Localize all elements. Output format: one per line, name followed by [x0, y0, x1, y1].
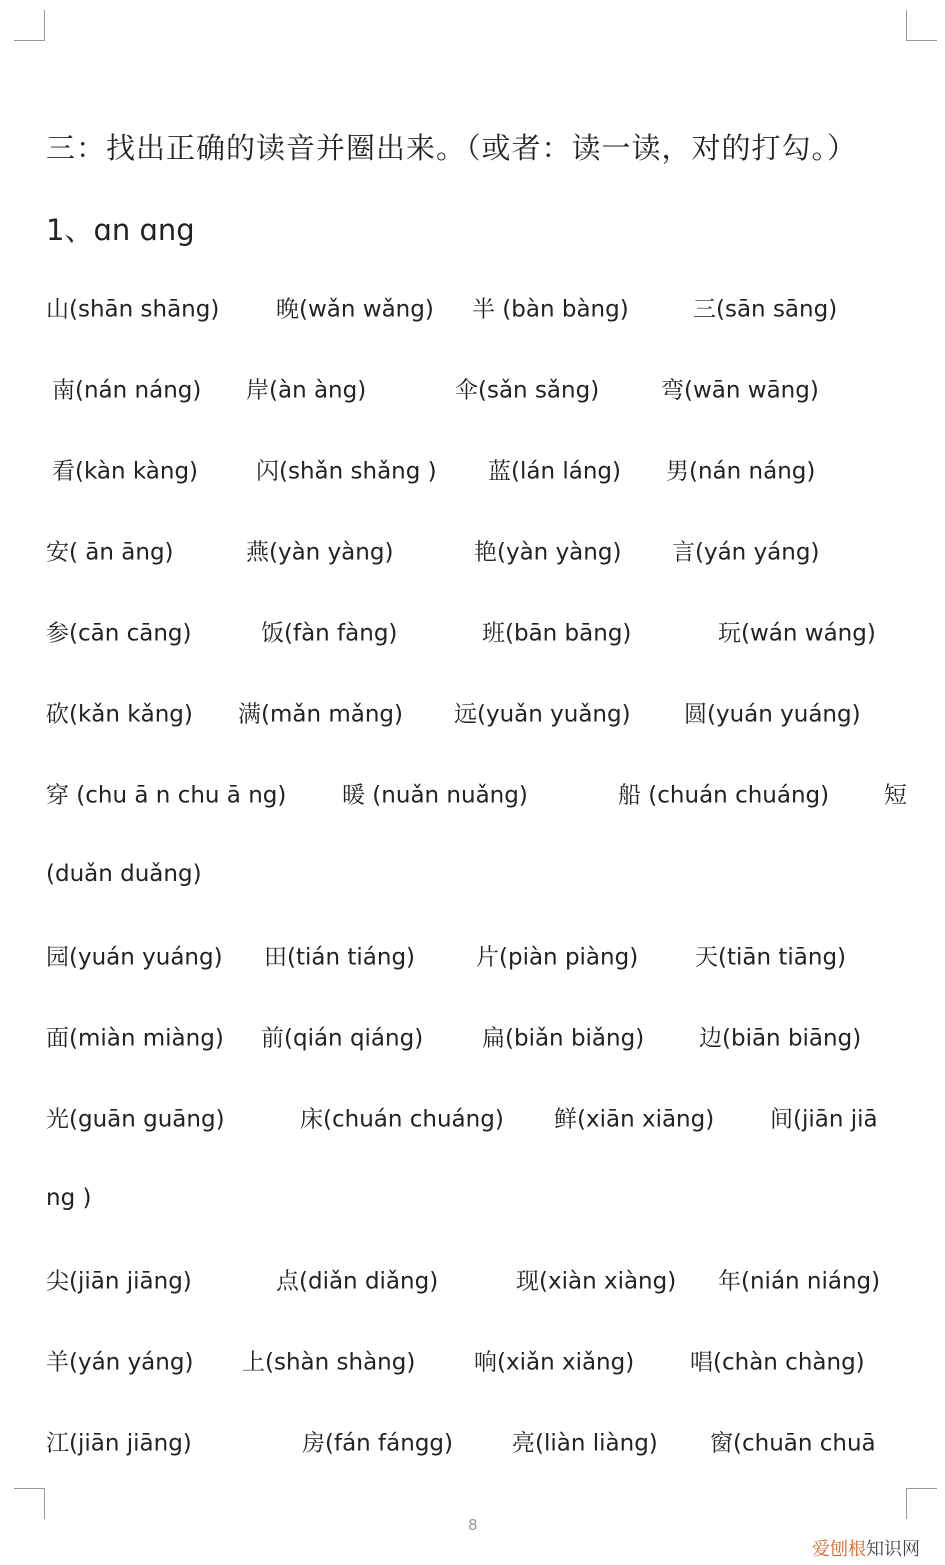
pinyin-item: 看(kàn kàng) [52, 458, 199, 485]
pinyin-item: 床(chuán chuáng) [300, 1106, 504, 1133]
crop-mark [14, 1488, 45, 1519]
subsection-title: 1、ɑn ɑng [46, 213, 195, 247]
pinyin-item: 半 (bàn bàng) [472, 296, 629, 323]
pinyin-item: 园(yuán yuáng) [46, 944, 223, 971]
pinyin-item: 江(jiān jiāng) [46, 1430, 192, 1457]
pinyin-item: 年(nián niáng) [718, 1268, 881, 1295]
pinyin-item: 前(qián qiáng) [261, 1025, 424, 1052]
pinyin-item: 点(diǎn diǎng) [276, 1268, 439, 1295]
crop-mark [906, 10, 937, 41]
pinyin-item: 山(shān shāng) [46, 296, 220, 323]
pinyin-item: 满(mǎn mǎng) [238, 701, 404, 728]
watermark-text: 知识网 [866, 1539, 920, 1560]
pinyin-item: 响(xiǎn xiǎng) [474, 1349, 635, 1376]
pinyin-item: 面(miàn miàng) [46, 1025, 224, 1052]
pinyin-item: 现(xiàn xiàng) [516, 1268, 677, 1295]
pinyin-item: 片(piàn piàng) [476, 944, 639, 971]
pinyin-item: 窗(chuān chuā [710, 1430, 876, 1457]
pinyin-item: 圆(yuán yuáng) [684, 701, 861, 728]
watermark-brand: 爱刨根 [812, 1539, 866, 1560]
pinyin-item: 男(nán náng) [666, 458, 816, 485]
pinyin-item: 燕(yàn yàng) [246, 539, 394, 566]
pinyin-item: 伞(sǎn sǎng) [455, 377, 600, 404]
pinyin-item: 南(nán náng) [52, 377, 202, 404]
pinyin-item: 参(cān cāng) [46, 620, 192, 647]
page-number: 8 [468, 1516, 478, 1534]
pinyin-item: 暖 (nuǎn nuǎng) [342, 782, 528, 809]
pinyin-item: ng ) [46, 1185, 92, 1211]
pinyin-item: 弯(wān wāng) [661, 377, 819, 404]
pinyin-item: 田(tián tiáng) [264, 944, 416, 971]
pinyin-item: 船 (chuán chuáng) [618, 782, 830, 809]
pinyin-item: 光(guān guāng) [46, 1106, 225, 1133]
pinyin-item: 玩(wán wáng) [718, 620, 876, 647]
pinyin-item: 亮(liàn liàng) [512, 1430, 658, 1457]
watermark [812, 1535, 920, 1561]
pinyin-item: 岸(àn àng) [246, 377, 367, 404]
pinyin-item: 艳(yàn yàng) [474, 539, 622, 566]
pinyin-item: 短 [884, 782, 907, 809]
pinyin-item: 天(tiān tiāng) [695, 944, 847, 971]
pinyin-item: 房(fán fángg) [302, 1430, 453, 1457]
pinyin-item: 言(yán yáng) [672, 539, 820, 566]
pinyin-item: 唱(chàn chàng) [690, 1349, 865, 1376]
pinyin-item: 穿 (chu ā n chu ā ng) [46, 782, 287, 809]
pinyin-item: 晚(wǎn wǎng) [276, 296, 434, 323]
crop-mark [14, 10, 45, 41]
pinyin-item: 间(jiān jiā [770, 1106, 878, 1133]
pinyin-item: 三(sān sāng) [693, 296, 838, 323]
pinyin-item: 蓝(lán láng) [488, 458, 621, 485]
section-title: 三：找出正确的读音并圈出来。（或者：读一读，对的打勾。） [46, 131, 858, 165]
pinyin-item: 砍(kǎn kǎng) [46, 701, 193, 728]
pinyin-item: 上(shàn shàng) [242, 1349, 416, 1376]
crop-mark [906, 1488, 937, 1519]
pinyin-item: 远(yuǎn yuǎng) [454, 701, 631, 728]
pinyin-item: 饭(fàn fàng) [261, 620, 398, 647]
pinyin-item: 闪(shǎn shǎng ) [256, 458, 437, 485]
pinyin-item: 边(biān biāng) [699, 1025, 862, 1052]
pinyin-item: 尖(jiān jiāng) [46, 1268, 192, 1295]
pinyin-item: (duǎn duǎng) [46, 861, 202, 887]
pinyin-item: 班(bān bāng) [482, 620, 632, 647]
pinyin-item: 安( ān āng) [46, 539, 174, 566]
pinyin-item: 鲜(xiān xiāng) [554, 1106, 715, 1133]
pinyin-item: 羊(yán yáng) [46, 1349, 194, 1376]
pinyin-item: 扁(biǎn biǎng) [482, 1025, 645, 1052]
